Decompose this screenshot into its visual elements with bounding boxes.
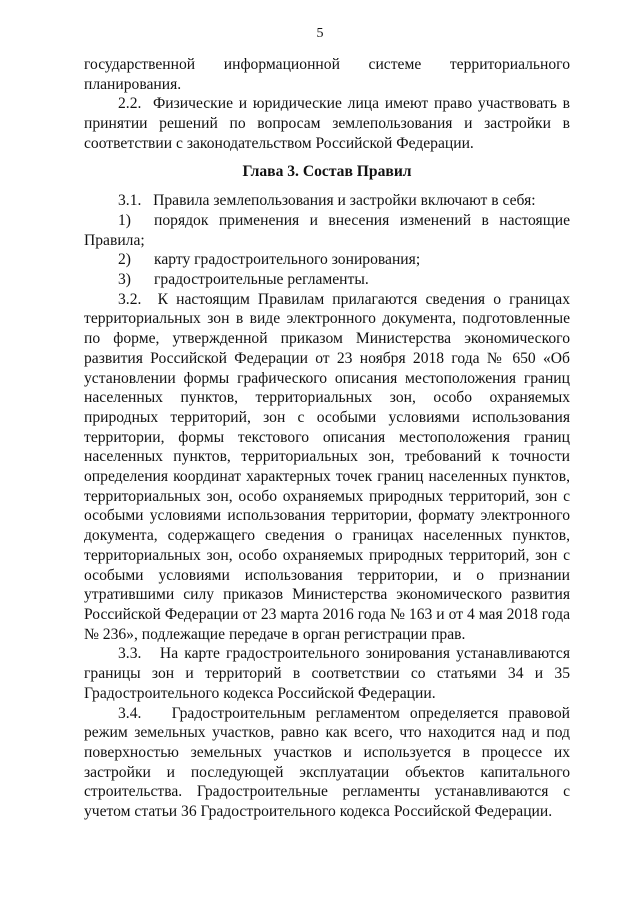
- list-item-number: 2): [118, 251, 131, 269]
- paragraph-2-2: 2.2. Физические и юридические лица имеют право участвовать в принятии решений по вопросам землепользования и застройки в соответствии с законодательством Российской Федерации.: [84, 95, 570, 152]
- chapter-heading: Глава 3. Состав Правил: [242, 162, 412, 180]
- list-item-text: карту градостроительного зонирования;: [154, 251, 421, 269]
- list-item: [84, 250, 570, 270]
- list-item: [84, 270, 570, 290]
- paragraph-3-4: 3.4. Градостроительным регламентом определяется правовой режим земельных участков, равно как всего, что находится над и под поверхностью земельных участков и используется в процессе их застройки и последующей эксплуатации объектов капитального строительства. Градостроительные регламенты устанавливаются с учетом статьи 36 Градостроительного кодекса Российской Федерации.: [84, 704, 570, 821]
- paragraph-3-1: 3.1. Правила землепользования и застройки включают в себя:: [118, 192, 536, 210]
- intro-continuation: государственной информационной системе территориального планирования.: [84, 56, 570, 93]
- page-number: 5: [316, 26, 324, 41]
- list-item-continuation: Правила;: [84, 231, 145, 249]
- list-item-text: порядок применения и внесения изменений в настоящие: [154, 211, 570, 229]
- list-item: [84, 211, 570, 231]
- list-item-number: 3): [118, 271, 131, 289]
- list-item-number: 1): [118, 211, 131, 229]
- document-body: [84, 55, 570, 822]
- list-item-text: градостроительные регламенты.: [154, 271, 369, 289]
- paragraph-3-2: 3.2. К настоящим Правилам прилагаются сведения о границах территориальных зон в виде электронного документа, подготовленные по форме, утвержденной приказом Министерства экономического развития Российской Федерации от 23 ноября 2018 года № 650 «Об установлении формы графического описания местоположения границ населенных пунктов, территориальных зон, особо охраняемых природных территорий, зон с особыми условиями использования территории, формы текстового описания местоположения границ населенных пунктов, территориальных зон, требований к точности определения координат характерных точек границ населенных пунктов, территориальных зон, особо охраняемых природных территорий, зон с особыми условиями использования территории, формату электронного документа, содержащего сведения о границах населенных пунктов, территориальных зон, особо охраняемых природных территорий, зон с особыми условиями использования территории, и о признании утратившими силу приказов Министерства экономического развития Российской Федерации от 23 марта 2016 года № 163 и от 4 мая 2018 года № 236», подлежащие передаче в орган регистрации прав.: [84, 290, 570, 643]
- paragraph-3-3: 3.3. На карте градостроительного зонирования устанавливаются границы зон и территорий в соответствии со статьями 34 и 35 Градостроительного кодекса Российской Федерации.: [84, 645, 570, 702]
